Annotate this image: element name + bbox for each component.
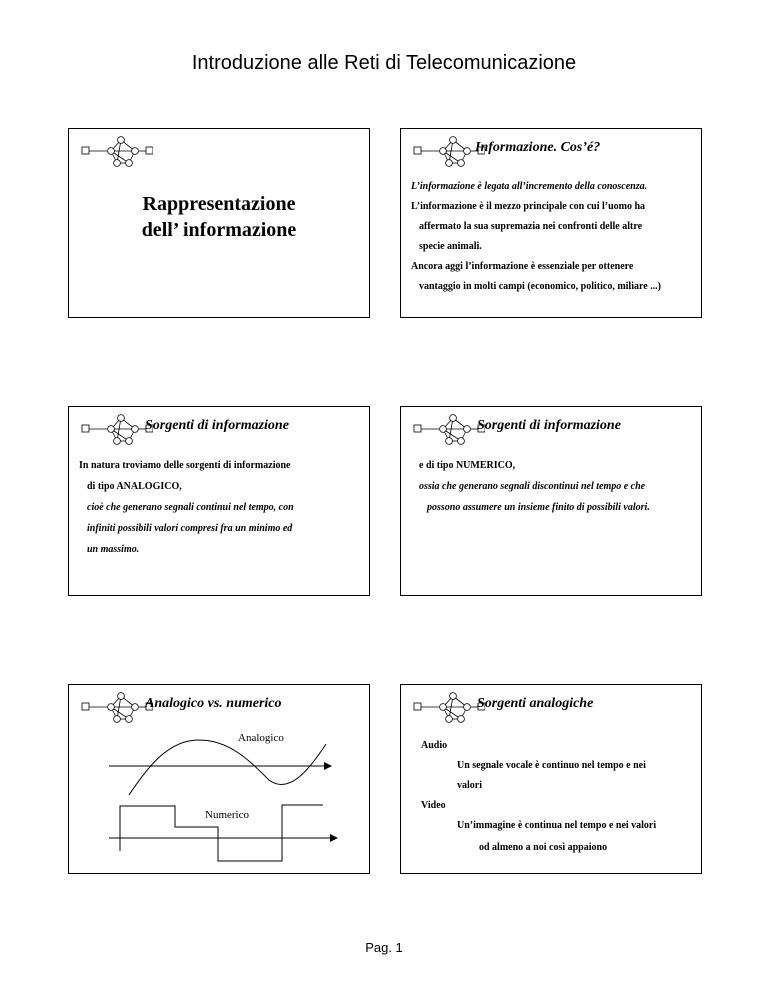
slide-rappresentazione xyxy=(68,128,370,318)
slide-text-line: e di tipo NUMERICO, xyxy=(419,460,516,471)
slide-text-line: valori xyxy=(457,780,482,791)
slide-text-line: di tipo ANALOGICO, xyxy=(87,481,182,492)
slide-title: Analogico vs. numerico xyxy=(145,696,282,711)
slide-text-line: affermato la sua supremazia nei confronti delle altre xyxy=(419,221,643,232)
page-title: Introduzione alle Reti di Telecomunicazione xyxy=(191,52,577,74)
slide-text-line: possono assumere un insieme finito di possibili valori. xyxy=(427,502,650,513)
slide-text-line: Un’immagine è continua nel tempo e nei valori xyxy=(457,820,657,831)
slide-text-line: Un segnale vocale è continuo nel tempo e nei xyxy=(457,760,646,771)
slide-text-line: L’informazione è il mezzo principale con cui l’uomo ha xyxy=(411,201,646,212)
slide-sorgenti-analogiche xyxy=(400,684,702,874)
analog-waveform xyxy=(129,740,326,795)
slide-text-line: specie animali. xyxy=(419,241,482,252)
slide-text-line: L’informazione è legata all’incremento della conoscenza. xyxy=(411,181,648,192)
network-logo-icon xyxy=(81,413,153,447)
slide-text-line: Ancora aggi l’informazione è essenziale per ottenere xyxy=(411,261,634,272)
slide-sorgenti-analogiche-intro xyxy=(68,406,370,596)
slide-title: Sorgenti di informazione xyxy=(145,418,289,433)
network-logo-icon xyxy=(413,413,485,447)
slide-text-line: vantaggio in molti campi (economico, politico, miliare ...) xyxy=(419,281,662,292)
slide-text-line: In natura troviamo delle sorgenti di informazione xyxy=(79,460,291,471)
slide-title: Informazione. Cos’é? xyxy=(475,140,601,155)
analog-label: Analogico xyxy=(238,732,284,744)
slide-informazione xyxy=(400,128,702,318)
slide-text-line: Video xyxy=(421,800,446,811)
slide-text-line: cioè che generano segnali continui nel tempo, con xyxy=(87,502,294,513)
slide-text-line: od almeno a noi così appaiono xyxy=(479,842,608,853)
slide-title: Sorgenti analogiche xyxy=(477,696,594,711)
network-logo-icon xyxy=(413,691,485,725)
numeric-label: Numerico xyxy=(205,809,249,821)
slide-text-line: ossia che generano segnali discontinui nel tempo e che xyxy=(419,481,646,492)
network-logo-icon xyxy=(81,135,153,169)
slide-title-line2: dell’ informazione xyxy=(141,219,297,241)
signal-diagram xyxy=(69,685,369,873)
page-number: Pag. 1 xyxy=(365,940,403,955)
slide-text-line: Audio xyxy=(421,740,448,751)
slide-sorgenti-numeriche-intro xyxy=(400,406,702,596)
slide-text-line: un massimo. xyxy=(87,544,140,555)
slide-analogico-vs-numerico xyxy=(68,684,370,874)
slide-text-line: infiniti possibili valori compresi fra un minimo ed xyxy=(87,523,293,534)
slide-title-line1: Rappresentazione xyxy=(142,193,296,215)
slide-title: Sorgenti di informazione xyxy=(477,418,621,433)
